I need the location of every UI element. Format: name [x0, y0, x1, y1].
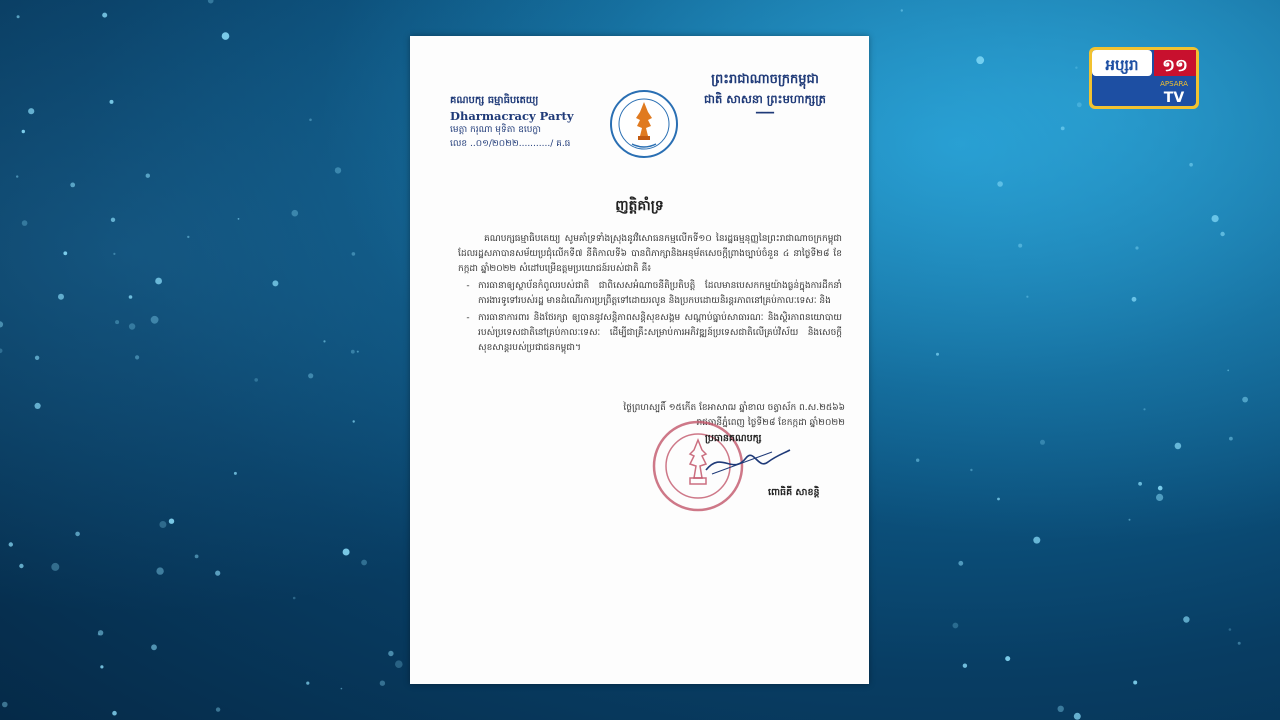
bokeh-dot — [1033, 537, 1040, 544]
date-lunar: ថ្ងៃព្រហស្បតិ៍ ១៥កើត ខែអាសាឍ ឆ្នាំខាល ចត្វាស័ក ព.ស.២៥៦៦ — [623, 403, 845, 413]
bokeh-dot — [215, 571, 220, 576]
bokeh-dot — [1061, 126, 1065, 130]
bokeh-dot — [293, 597, 296, 600]
bokeh-dot — [1026, 296, 1028, 298]
bokeh-dot — [216, 707, 220, 711]
bokeh-dot — [2, 702, 8, 708]
bokeh-dot — [35, 403, 41, 409]
bokeh-dot — [1005, 656, 1010, 661]
bokeh-dot — [98, 633, 100, 635]
bokeh-dot — [388, 651, 393, 656]
bokeh-dot — [395, 660, 403, 668]
bokeh-dot — [151, 644, 157, 650]
bokeh-dot — [1229, 437, 1233, 441]
bokeh-dot — [111, 218, 115, 222]
bokeh-dot — [110, 100, 114, 104]
bokeh-dot — [306, 682, 309, 685]
bokeh-dot — [323, 340, 325, 342]
bokeh-dot — [75, 532, 80, 537]
bokeh-dot — [17, 15, 20, 18]
bokeh-dot — [1189, 163, 1193, 167]
bokeh-dot — [1132, 297, 1137, 302]
kingdom-header — [675, 70, 855, 120]
bokeh-dot — [1238, 642, 1241, 645]
bokeh-dot — [1135, 246, 1138, 249]
bokeh-dot — [146, 174, 150, 178]
bokeh-dot — [357, 351, 359, 353]
bokeh-dot — [129, 295, 133, 299]
list-item: - ការធានាការពារ និងថែរក្សា ឲ្យបាននូវសន្តិភាពសន្តិសុខសង្គម សណ្តាប់ធ្នាប់សាធារណៈ និងស្ថិរភាពនយោបាយរបស់ប្រទេសជាតិនៅគ្រប់កាលៈទេសៈ ដើម្បីជាគ្រឹះសម្រាប់ការអភិវឌ្ឍន៍ប្រទេសជាតិលើគ្រប់វិស័យ និងសេចក្តីសុខសាន្តរបស់ប្រជាជនកម្ពុជា។ — [458, 311, 842, 356]
bokeh-dot — [1220, 232, 1224, 236]
intro-paragraph: គណបក្សធម្មាធិបតេយ្យ សូមគាំទ្រទាំងស្រុងនូវវិសោធនកម្មលើកទី១០ នៃរដ្ឋធម្មនុញ្ញនៃព្រះរាជាណាចក្រកម្ពុជា ដែលរដ្ឋសភាបានសម័យប្រជុំលើកទី៧ នីតិកាលទី៦ បានពិភាក្សានិងអនុម័តសេចក្តីព្រាងច្បាប់ចំនួន ៤ នាថ្ងៃទី២៨ ខែកក្កដា ឆ្នាំ២០២២ សំដៅបម្រើឧត្តមប្រយោជន៍របស់ជាតិ គឺ៖ — [458, 234, 842, 274]
bokeh-dot — [1156, 494, 1163, 501]
bokeh-dot — [343, 549, 350, 556]
logo-text-kh: អប្សរា — [1105, 56, 1139, 74]
logo-number: ១១ — [1162, 56, 1188, 76]
bokeh-dot — [997, 181, 1003, 187]
party-logo-icon — [608, 88, 680, 160]
bokeh-dot — [1075, 67, 1077, 69]
bokeh-dot — [1129, 519, 1131, 521]
bokeh-dot — [135, 355, 139, 359]
bokeh-dot — [1175, 443, 1182, 450]
kingdom-line2: ជាតិ សាសនា ព្រះមហាក្សត្រ — [704, 92, 826, 106]
list-item: - ការធានាឲ្យស្ថាប័នកំពូលរបស់ជាតិ ជាពិសេសអំណាចនីតិប្រតិបត្តិ ដែលមានបេសកកម្មយ៉ាងធ្ងន់ក្នុងការដឹកនាំការងារទូទៅរបស់រដ្ឋ មានដំណើរការប្រព្រឹត្តទៅដោយរលូន និងប្រកបដោយនិរន្តរភាពនៅគ្រប់កាលៈទេសៈ និង — [458, 279, 842, 309]
apsara-tv-logo-icon — [1088, 46, 1200, 110]
party-motto: មេត្តា ករុណា មុទិតា ឧបេក្ខា — [450, 125, 541, 135]
signer-name: ពោធិគី សាខន្តិ — [768, 487, 820, 498]
bullet-text-1: ការធានាឲ្យស្ថាប័នកំពូលរបស់ជាតិ ជាពិសេសអំណាចនីតិប្រតិបត្តិ ដែលមានបេសកកម្មយ៉ាងធ្ងន់ក្នុងការដឹកនាំការងារទូទៅរបស់រដ្ឋ មានដំណើរការប្រព្រឹត្តទៅដោយរលូន និងប្រកបដោយនិរន្តរភាពនៅគ្រប់កាលៈទេសៈ និង — [478, 281, 842, 306]
bokeh-dot — [341, 688, 343, 690]
bokeh-dot — [272, 280, 278, 286]
bokeh-dot — [1183, 616, 1189, 622]
date-solar: រាជធានីភ្នំពេញ ថ្ងៃទី២៨ ខែកក្កដា ឆ្នាំ២០២២ — [696, 418, 845, 428]
bokeh-dot — [35, 356, 39, 360]
bokeh-dot — [997, 498, 1000, 501]
bokeh-dot — [353, 420, 355, 422]
bokeh-dot — [335, 167, 341, 173]
bokeh-dot — [1074, 713, 1081, 720]
bokeh-dot — [169, 519, 174, 524]
bokeh-dot — [238, 218, 240, 220]
bokeh-dot — [113, 253, 115, 255]
bokeh-dot — [1077, 102, 1082, 107]
bokeh-dot — [19, 564, 23, 568]
bokeh-dot — [155, 278, 162, 285]
bokeh-dot — [1018, 244, 1022, 248]
bokeh-dot — [102, 13, 107, 18]
party-name-en: Dharmacracy Party — [450, 109, 574, 123]
kingdom-line1: ព្រះរាជាណាចក្រកម្ពុជា — [711, 72, 819, 87]
bokeh-dot — [112, 711, 117, 716]
bokeh-dot — [1212, 215, 1219, 222]
bokeh-dot — [958, 561, 963, 566]
bokeh-dot — [51, 563, 59, 571]
bokeh-dot — [352, 252, 356, 256]
bokeh-dot — [22, 130, 25, 133]
bullet-text-2: ការធានាការពារ និងថែរក្សា ឲ្យបាននូវសន្តិភាពសន្តិសុខសង្គម សណ្តាប់ធ្នាប់សាធារណៈ និងស្ថិរភាពនយោបាយរបស់ប្រទេសជាតិនៅគ្រប់កាលៈទេសៈ ដើម្បីជាគ្រឹះសម្រាប់ការអភិវឌ្ឍន៍ប្រទេសជាតិលើគ្រប់វិស័យ និងសេចក្តីសុខសាន្តរបស់ប្រជាជនកម្ពុជា។ — [478, 313, 842, 353]
bokeh-dot — [9, 542, 13, 546]
bokeh-dot — [1040, 440, 1045, 445]
bokeh-dot — [151, 316, 159, 324]
bokeh-dot — [16, 175, 18, 177]
bokeh-dot — [58, 294, 64, 300]
bokeh-dot — [1158, 486, 1163, 491]
bokeh-dot — [292, 210, 299, 217]
bokeh-dot — [963, 664, 967, 668]
bokeh-dot — [22, 220, 28, 226]
bokeh-dot — [361, 560, 367, 566]
bokeh-dot — [380, 681, 385, 686]
bokeh-dot — [70, 183, 75, 188]
bokeh-dot — [976, 56, 984, 64]
bokeh-dot — [129, 323, 135, 329]
bokeh-dot — [1143, 408, 1145, 410]
letter-document — [410, 36, 869, 684]
bokeh-dot — [916, 459, 919, 462]
bokeh-dot — [309, 119, 312, 122]
bokeh-dot — [953, 623, 959, 629]
bokeh-dot — [159, 521, 166, 528]
bokeh-dot — [115, 320, 119, 324]
party-header — [450, 94, 590, 151]
bokeh-dot — [1133, 681, 1137, 685]
party-name-kh: គណបក្ស ធម្មាធិបតេយ្យ — [450, 95, 539, 106]
bokeh-dot — [1227, 370, 1229, 372]
bokeh-dot — [156, 567, 163, 574]
bokeh-dot — [100, 665, 103, 668]
bokeh-dot — [63, 251, 67, 255]
handwritten-signature-icon — [702, 440, 792, 480]
bokeh-dot — [234, 472, 237, 475]
bokeh-dot — [28, 108, 34, 114]
bokeh-dot — [195, 555, 199, 559]
bokeh-dot — [1229, 628, 1232, 631]
reference-number: លេខ ..០១/២០២២.........../ គ.ធ — [450, 139, 571, 149]
logo-sub: APSARA — [1160, 80, 1188, 88]
kingdom-ornament: ━━━ — [755, 108, 775, 119]
logo-tv: TV — [1163, 90, 1185, 106]
bokeh-dot — [254, 378, 258, 382]
letter-body — [458, 232, 842, 356]
bokeh-dot — [308, 373, 313, 378]
document-title: ញត្តិគាំទ្រ — [615, 198, 664, 214]
bokeh-dot — [351, 350, 355, 354]
bokeh-dot — [1138, 482, 1142, 486]
bokeh-dot — [936, 353, 939, 356]
signer-title: ប្រធានគណបក្ស — [705, 433, 762, 444]
bokeh-dot — [901, 9, 903, 11]
bokeh-dot — [970, 469, 972, 471]
bokeh-dot — [222, 32, 230, 40]
bokeh-dot — [187, 236, 189, 238]
bokeh-dot — [1058, 706, 1064, 712]
bokeh-dot — [1242, 397, 1248, 403]
